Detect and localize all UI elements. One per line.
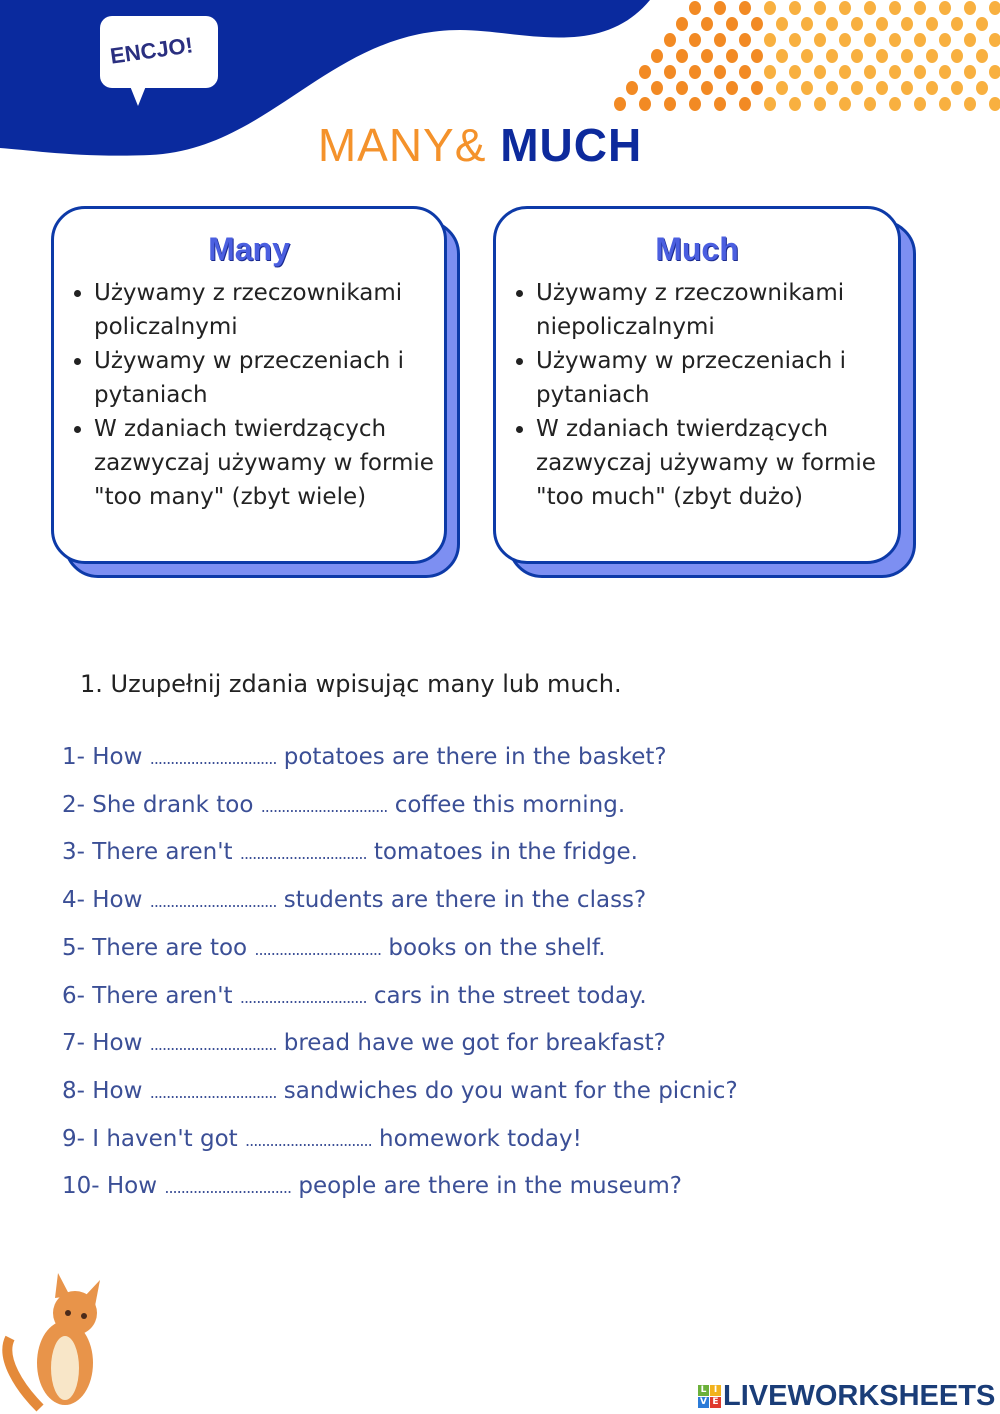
- many-rule: • Używamy w przeczeniach i pytaniach: [94, 344, 444, 412]
- answer-blank[interactable]: ...............................: [149, 1035, 277, 1055]
- exercise-sentence: [62, 1126, 582, 1152]
- sentence-start: 7- How: [62, 1030, 143, 1057]
- decor-dot: [826, 81, 838, 95]
- decor-dot: [776, 17, 788, 31]
- decor-dot: [951, 17, 963, 31]
- decor-dot: [989, 65, 1000, 79]
- decor-dot: [739, 65, 751, 79]
- decor-dot: [764, 65, 776, 79]
- decor-dot: [726, 49, 738, 63]
- title-much: MUCH: [500, 119, 643, 171]
- sentence-start: 3- There aren't: [62, 839, 233, 866]
- decor-dot: [989, 1, 1000, 15]
- decor-dot: [689, 33, 701, 47]
- answer-blank[interactable]: ...............................: [239, 987, 367, 1007]
- decor-dot: [614, 97, 626, 111]
- decor-dot: [814, 65, 826, 79]
- exercise-sentence: [62, 744, 667, 770]
- decor-dot: [851, 81, 863, 95]
- decor-dot: [751, 81, 763, 95]
- decor-dot: [751, 17, 763, 31]
- sentence-end: homework today!: [379, 1125, 582, 1152]
- much-rule: • W zdaniach twierdzących zazwyczaj używamy w formie "too much" (zbyt dużo): [536, 412, 898, 514]
- sentence-end: students are there in the class?: [283, 887, 647, 914]
- title-many: MANY&: [317, 119, 487, 171]
- decor-dot: [639, 65, 651, 79]
- decor-dot: [839, 33, 851, 47]
- decor-dot: [939, 33, 951, 47]
- answer-blank[interactable]: ...............................: [149, 1082, 277, 1102]
- decor-dot: [714, 33, 726, 47]
- decor-dot: [801, 17, 813, 31]
- sentence-start: 6- There aren't: [62, 982, 233, 1009]
- decor-dot: [664, 65, 676, 79]
- exercise-sentence: [62, 887, 646, 913]
- decor-dot: [901, 17, 913, 31]
- badge-v: V: [698, 1397, 709, 1408]
- sentence-end: books on the shelf.: [388, 934, 606, 961]
- cat-illustration: [0, 1268, 130, 1414]
- page-title: [0, 118, 960, 172]
- decor-dot: [651, 81, 663, 95]
- much-heading: Much: [655, 231, 739, 267]
- task-instruction: 1. Uzupełnij zdania wpisując many lub much.: [80, 670, 622, 698]
- logo-text: ENCJO!: [108, 32, 195, 69]
- decor-dot: [739, 1, 751, 15]
- decor-dot: [701, 17, 713, 31]
- decor-dot: [689, 97, 701, 111]
- decor-dot: [901, 81, 913, 95]
- decor-dot: [826, 49, 838, 63]
- many-rule: • W zdaniach twierdzących zazwyczaj używamy w formie "too many" (zbyt wiele): [94, 412, 444, 514]
- decor-dot: [851, 17, 863, 31]
- decor-dot: [751, 49, 763, 63]
- decor-dot: [989, 33, 1000, 47]
- exercise-sentence: [62, 983, 647, 1009]
- logo-bubble: [100, 16, 218, 88]
- decor-dot: [839, 1, 851, 15]
- decor-dot: [926, 49, 938, 63]
- sentence-end: sandwiches do you want for the picnic?: [283, 1077, 738, 1104]
- decor-dot: [926, 81, 938, 95]
- many-rule: • Używamy z rzeczownikami policzalnymi: [94, 276, 444, 344]
- decor-dot: [676, 81, 688, 95]
- much-box: [493, 206, 901, 564]
- badge-l: L: [698, 1385, 709, 1396]
- badge-e: E: [710, 1397, 721, 1408]
- decor-dot: [914, 33, 926, 47]
- decor-dot: [801, 81, 813, 95]
- much-rule: • Używamy w przeczeniach i pytaniach: [536, 344, 898, 412]
- decor-dot: [964, 65, 976, 79]
- decor-dot: [714, 65, 726, 79]
- answer-blank[interactable]: ...............................: [260, 796, 388, 816]
- many-heading: Many: [208, 231, 290, 267]
- sentence-start: 4- How: [62, 887, 143, 914]
- exercise-sentence: [62, 839, 638, 865]
- badge-i: I: [710, 1385, 721, 1396]
- sentence-start: 1- How: [62, 744, 143, 770]
- decor-dot: [889, 97, 901, 111]
- brand-text: LIVEWORKSHEETS: [723, 1380, 996, 1412]
- decor-dot: [876, 81, 888, 95]
- decor-dot: [739, 97, 751, 111]
- sentence-start: 10- How: [62, 1173, 158, 1200]
- sentence-end: tomatoes in the fridge.: [373, 839, 638, 866]
- decor-dot: [826, 17, 838, 31]
- decor-dot: [839, 65, 851, 79]
- decor-dot: [776, 49, 788, 63]
- decor-dot: [726, 81, 738, 95]
- sentence-end: people are there in the museum?: [298, 1173, 682, 1200]
- decor-dot: [901, 49, 913, 63]
- decor-dot: [701, 81, 713, 95]
- exercise-sentence: [62, 792, 625, 818]
- decor-dot: [626, 81, 638, 95]
- decor-dot: [889, 1, 901, 15]
- decor-dot: [864, 33, 876, 47]
- decor-dot: [914, 65, 926, 79]
- decor-dot: [951, 81, 963, 95]
- decor-dot: [701, 49, 713, 63]
- decor-dot: [814, 1, 826, 15]
- decor-dot: [939, 97, 951, 111]
- decor-dot: [989, 97, 1000, 111]
- decor-dot: [739, 33, 751, 47]
- decor-dot: [864, 97, 876, 111]
- much-rule: • Używamy z rzeczownikami niepoliczalnymi: [536, 276, 898, 344]
- answer-blank[interactable]: ...............................: [245, 1130, 372, 1150]
- sentence-end: cars in the street today.: [373, 982, 647, 1009]
- decor-dot: [764, 97, 776, 111]
- sentence-end: coffee this morning.: [394, 791, 626, 818]
- decor-dot: [964, 33, 976, 47]
- decor-dot: [976, 81, 988, 95]
- decor-dot: [939, 1, 951, 15]
- sentence-end: potatoes are there in the basket?: [283, 744, 667, 770]
- sentence-start: 8- How: [62, 1077, 143, 1104]
- decor-dot: [814, 33, 826, 47]
- decor-dot: [801, 49, 813, 63]
- decor-dot: [914, 1, 926, 15]
- decor-dot: [651, 49, 663, 63]
- decor-dot: [789, 33, 801, 47]
- decor-dot: [714, 1, 726, 15]
- decor-dot: [876, 17, 888, 31]
- exercise-sentence: [62, 1030, 666, 1056]
- decor-dot: [714, 97, 726, 111]
- sentence-start: 5- There are too: [62, 934, 248, 961]
- decor-dot: [939, 65, 951, 79]
- decor-dot: [764, 33, 776, 47]
- decor-dot: [964, 1, 976, 15]
- decor-dot: [864, 1, 876, 15]
- sentence-end: bread have we got for breakfast?: [283, 1030, 666, 1057]
- decor-dot: [926, 17, 938, 31]
- decor-dot: [889, 33, 901, 47]
- decor-dot: [976, 17, 988, 31]
- decor-dot: [789, 65, 801, 79]
- decor-dot: [876, 49, 888, 63]
- answer-blank[interactable]: ...............................: [239, 844, 367, 864]
- answer-blank[interactable]: ...............................: [149, 892, 277, 912]
- sentence-start: 2- She drank too: [62, 791, 254, 818]
- decor-dot: [664, 97, 676, 111]
- decor-dot: [851, 49, 863, 63]
- decor-dot: [689, 65, 701, 79]
- many-box: [51, 206, 447, 564]
- decor-dot: [764, 1, 776, 15]
- decor-dot: [914, 97, 926, 111]
- decor-dot: [689, 1, 701, 15]
- sentence-start: 9- I haven't got: [62, 1125, 238, 1152]
- exercise-sentence: [62, 1078, 738, 1104]
- decor-dot: [726, 17, 738, 31]
- decor-dot: [664, 33, 676, 47]
- decor-dot: [889, 65, 901, 79]
- exercise-sentence: [62, 935, 606, 961]
- answer-blank[interactable]: ...............................: [164, 1178, 292, 1198]
- decor-dot: [814, 97, 826, 111]
- decor-dot: [964, 97, 976, 111]
- decor-dot: [676, 17, 688, 31]
- decor-dot: [676, 49, 688, 63]
- decor-dot: [639, 97, 651, 111]
- answer-blank[interactable]: ...............................: [254, 939, 382, 959]
- decor-dot: [976, 49, 988, 63]
- decor-dot: [776, 81, 788, 95]
- decor-dot: [951, 49, 963, 63]
- exercise-sentence: [62, 1173, 682, 1199]
- decor-dot: [864, 65, 876, 79]
- liveworksheets-logo: [698, 1380, 995, 1413]
- answer-blank[interactable]: ...............................: [149, 749, 277, 768]
- decor-dot: [789, 97, 801, 111]
- decor-dot: [789, 1, 801, 15]
- decor-dot: [839, 97, 851, 111]
